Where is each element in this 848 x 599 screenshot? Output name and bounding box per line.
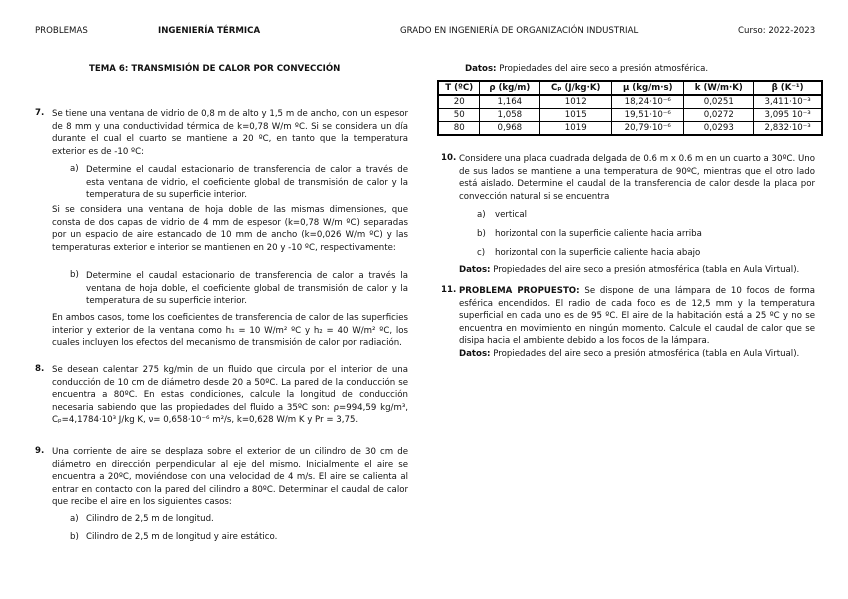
item-label: b) (70, 532, 79, 542)
problem-number: 7. (35, 108, 45, 118)
datos-label: Datos: (465, 64, 497, 74)
table-caption (465, 64, 708, 74)
table-cell: 3,411·10⁻³ (754, 95, 822, 109)
table-cell: 1015 (540, 109, 612, 122)
problem-11-text (459, 285, 815, 348)
table-cell: 0,0293 (684, 122, 754, 136)
page-title: TEMA 6: TRANSMISIÓN DE CALOR POR CONVECCIÓN (89, 64, 341, 74)
table-row (438, 122, 822, 136)
problem-10-text: Considere una placa cuadrada delgada de 0.6 m x 0.6 m en un cuarto a 30ºC. Uno de sus lados se mantiene a una temperatura de 90ºC, mientras que el otro lado está aislado. Determine el caudal de la transferencia de calor desde la placa por convección natural si se encuentra (459, 154, 816, 202)
proposed-problem-label: PROBLEMA PROPUESTO: (459, 286, 580, 296)
problem-9a-text: Cilindro de 2,5 m de longitud. (86, 514, 214, 524)
table-cell: 3,095 10⁻³ (754, 109, 822, 122)
problem-10a-text: vertical (495, 210, 528, 220)
header-left: PROBLEMAS (35, 26, 88, 36)
table-header-row (438, 81, 822, 95)
properties-table (437, 80, 823, 136)
problem-7-text: Se tiene una ventana de vidrio de 0,8 m de alto y 1,5 m de ancho, con un espesor de 8 mm y una conductividad térmica de k=0,78 W/m ºC. Si se considera un día durante el cual el cuarto se mantiene a 20 ºC, en tanto que la temperatura exterior es de -10 ºC: (52, 109, 408, 157)
table-cell: 19,51·10⁻⁶ (612, 109, 684, 122)
header-cell: Cₚ (J/kg·K) (540, 81, 612, 95)
table-cell: 18,24·10⁻⁶ (612, 95, 684, 109)
table-row (438, 109, 822, 122)
problem-7a-text: Determine el caudal estacionario de transferencia de calor a través de esta ventana de vidrio, el coeficiente global de transmisión de calor y la temperatura de su superficie interior. (86, 165, 408, 201)
problem-9-text: Una corriente de aire se desplaza sobre el exterior de un cilindro de 30 cm de diámetro en dirección perpendicular al eje del mismo. Inicialmente el aire se encuentra a 20ºC, moviéndose con una velocidad de 4 m/s. El aire se calienta al entrar en contacto con la pared del cilindro a 80ºC. Determinar el caudal de calor que recibe el aire en los siguientes casos: (52, 447, 408, 508)
item-label: c) (477, 248, 486, 258)
item-label: a) (70, 164, 79, 174)
table-cell: 1019 (540, 122, 612, 136)
problem-11-body: Se dispone de una lámpara de 10 focos de forma esférica encendidos. El radio de cada foco es de 12,5 mm y la temperatura superficial en cada uno es de 95 ºC. El aire de la habitación está a 25 ºC y no se encuentra en movimiento en ningún momento. Calcule el caudal de calor que se disipa hacia el ambiente debido a los focos de la lámpara. (459, 286, 815, 347)
problem-10b-text: horizontal con la superficie caliente hacia arriba (495, 229, 702, 239)
table-cell: 80 (438, 122, 480, 136)
problem-11-datos (459, 349, 799, 359)
table-cell: 2,832·10⁻³ (754, 122, 822, 136)
table-cell: 0,0251 (684, 95, 754, 109)
item-label: b) (70, 270, 79, 280)
problem-number: 11. (441, 285, 457, 295)
datos-text: Propiedades del aire seco a presión atmosférica (tabla en Aula Virtual). (493, 349, 800, 359)
table-cell: 20 (438, 95, 480, 109)
problem-number: 8. (35, 364, 45, 374)
datos-text: Propiedades del aire seco a presión atmosférica (tabla en Aula Virtual). (493, 265, 800, 275)
item-label: b) (477, 229, 486, 239)
table-cell: 1,058 (480, 109, 540, 122)
problem-8-text: Se desean calentar 275 kg/min de un fluido que circula por el interior de una conducción de 10 cm de diámetro desde 20 a 50ºC. La pared de la conducción se encuentra a 80ºC. En estas condiciones, calcule la longitud de conducción necesaria sabiendo que las propiedades del fluido a 35ºC son: ρ=994,59 kg/m³, Cₚ=4,1784·10³ J/kg K, ν= 0,658·10⁻⁶ m²/s, k=0,628 W/m K y Pr = 3,75. (52, 365, 408, 426)
table-cell: 1012 (540, 95, 612, 109)
table-cell: 50 (438, 109, 480, 122)
header-cell: β (K⁻¹) (754, 81, 822, 95)
table-cell: 20,79·10⁻⁶ (612, 122, 684, 136)
header-course: Curso: 2022-2023 (738, 26, 816, 36)
problem-number: 10. (441, 153, 457, 163)
datos-label: Datos: (459, 265, 491, 275)
table-cell: 0,968 (480, 122, 540, 136)
problem-10c-text: horizontal con la superficie caliente hacia abajo (495, 248, 701, 258)
header-cell: k (W/m·K) (684, 81, 754, 95)
problem-10-datos (459, 265, 799, 275)
problem-9b-text: Cilindro de 2,5 m de longitud y aire estático. (86, 532, 278, 542)
item-label: a) (477, 210, 486, 220)
header-cell: T (ºC) (438, 81, 480, 95)
header-subject: INGENIERÍA TÉRMICA (158, 26, 261, 36)
problem-7-mid-text: Si se considera una ventana de hoja doble de las mismas dimensiones, que consta de dos capas de vidrio de 4 mm de espesor (k=0,78 W/m ºC) separadas por un espacio de aire estancado de 10 mm de ancho (k=0,026 W/m ºC) y las temperaturas exterior e interior se mantienen en 20 y -10 ºC, respectivamente: (52, 205, 408, 253)
header-degree: GRADO EN INGENIERÍA DE ORGANIZACIÓN INDUSTRIAL (400, 26, 639, 36)
datos-text: Propiedades del aire seco a presión atmosférica. (499, 64, 709, 74)
problem-number: 9. (35, 446, 45, 456)
table-cell: 1,164 (480, 95, 540, 109)
problem-7-end-text: En ambos casos, tome los coeficientes de transferencia de calor de las superficies interior y exterior de la ventana como h₁ = 10 W/m² ºC y h₂ = 40 W/m² ºC, los cuales incluyen los efectos del mecanismo de transmisión de calor por radiación. (52, 313, 408, 349)
header-cell: μ (kg/m·s) (612, 81, 684, 95)
header-cell: ρ (kg/m) (480, 81, 540, 95)
table-row (438, 95, 822, 109)
datos-label: Datos: (459, 349, 491, 359)
table-cell: 0,0272 (684, 109, 754, 122)
problem-7b-text: Determine el caudal estacionario de transferencia de calor a través la ventana de hoja doble, el coeficiente global de transmisión de calor y la temperatura de su superficie interior. (86, 271, 408, 307)
item-label: a) (70, 514, 79, 524)
